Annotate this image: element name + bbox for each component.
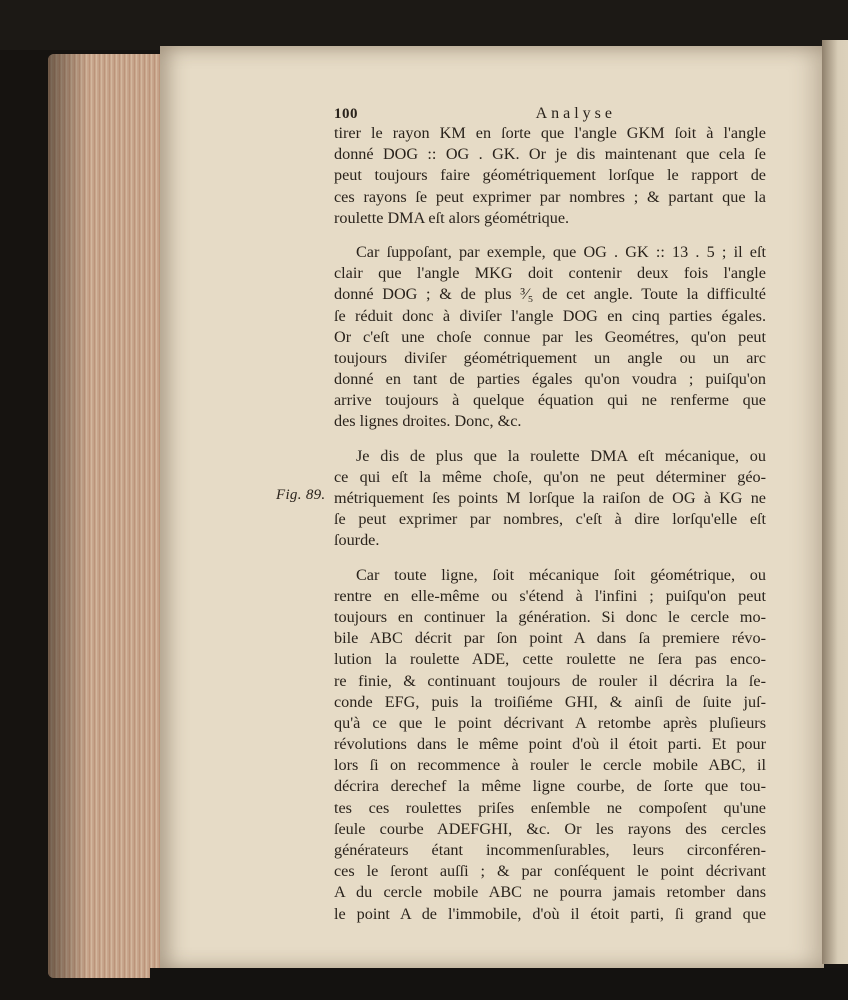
text-line: le point A de l'immobile, d'où il étoit parti, ſi grand que — [334, 904, 766, 923]
paragraph-1 — [334, 123, 766, 229]
text-line: roulette DMA eſt alors géométrique. — [334, 208, 570, 227]
text-line: décrira derechef la même ligne courbe, de ſorte que tou- — [334, 777, 766, 796]
page-edges-shadow — [48, 54, 88, 978]
header-title: Analyse — [535, 105, 616, 122]
text-line: Je dis de plus que la roulette DMA eſt mécanique, ou — [356, 446, 766, 465]
text-line: des lignes droites. Donc, &c. — [334, 412, 522, 431]
text-line: révolutions dans le même point d'où il étoit parti. Et pour — [334, 735, 766, 754]
text-line: donné en tant de parties égales qu'on voudra ; puiſqu'on — [334, 370, 766, 389]
text-line: tirer le rayon KM en ſorte que l'angle GKM ſoit à l'angle — [334, 124, 766, 142]
text-line: re finie, & continuant toujours de rouler il décrira la ſe- — [334, 671, 766, 690]
text-line: ces le ſeront auſſi ; & par conſéquent le point décrivant — [334, 862, 766, 881]
paragraph-2 — [334, 242, 766, 433]
running-head — [334, 103, 766, 125]
text-line: ſe réduit donc à diviſer l'angle DOG en cinq parties égales. — [334, 306, 766, 325]
text-line: rentre en elle-même ou s'étend à l'infini ; puiſqu'on peut — [334, 586, 766, 605]
text-line: bile ABC décrit par ſon point A dans ſa premiere révo- — [334, 629, 766, 648]
text-line: tes ces roulettes priſes enſemble ne compoſent qu'une — [334, 798, 766, 817]
text-line: clair que l'angle MKG doit contenir deux fois l'angle — [334, 264, 766, 283]
text-line: Car toute ligne, ſoit mécanique ſoit géométrique, ou — [356, 565, 766, 584]
text-line: donné DOG ; & de plus ³⁄₅ de cet angle. Toute la difficulté — [334, 285, 766, 304]
text-line: Or c'eſt une choſe connue par les Geométres, qu'on peut — [334, 327, 766, 346]
facing-page-edge — [822, 40, 848, 964]
text-line: arrive toujours à quelque équation qui ne renferme que — [334, 391, 766, 410]
text-line: métriquement ſes points M lorſque la raiſon de OG à KG ne — [334, 489, 766, 507]
text-line: A du cercle mobile ABC ne pourra jamais retomber dans — [334, 883, 766, 902]
background — [0, 0, 848, 50]
text-line: toujours diviſer géométriquement un angle ou un arc — [334, 348, 766, 367]
text-line: donné DOG :: OG . GK. Or je dis maintenant que cela ſe — [334, 145, 766, 164]
text-column — [334, 103, 766, 938]
text-line: ſourde. — [334, 531, 380, 550]
text-line: toujours en continuer la génération. Si donc le cercle mo- — [334, 607, 766, 626]
paragraph-4 — [334, 565, 766, 925]
text-line: qu'à ce que le point décrivant A retombe après pluſieurs — [334, 713, 766, 732]
page-number: 100 — [334, 106, 358, 122]
text-line: ce qui eſt la même choſe, qu'on ne peut déterminer géo- — [334, 467, 766, 486]
text-line: conde EFG, puis la troiſiéme GHI, & ainſi de ſuite juſ- — [334, 692, 766, 711]
text-line: ſeule courbe ADEFGHI, &c. Or les rayons des cercles — [334, 819, 766, 838]
text-line: Car ſuppoſant, par exemple, que OG . GK :: 13 . 5 ; il eſt — [356, 242, 766, 261]
text-line: peut toujours faire géométriquement lorſque le rapport de — [334, 166, 766, 185]
text-line: lution la roulette ADE, cette roulette ne ſera pas enco- — [334, 650, 766, 669]
paragraph-3 — [334, 446, 766, 552]
text-line: générateurs étant incommenſurables, leurs circonféren- — [334, 841, 766, 859]
text-line: ces rayons ſe peut exprimer par nombres ; & partant que la — [334, 187, 766, 206]
text-line: lors ſi on recommence à rouler le cercle mobile ABC, il — [334, 756, 766, 775]
table-shadow — [150, 968, 848, 1000]
text-line: ſe peut exprimer par nombres, c'eſt à dire lorſqu'elle eſt — [334, 510, 766, 529]
figure-reference: Fig. 89. — [276, 487, 326, 503]
